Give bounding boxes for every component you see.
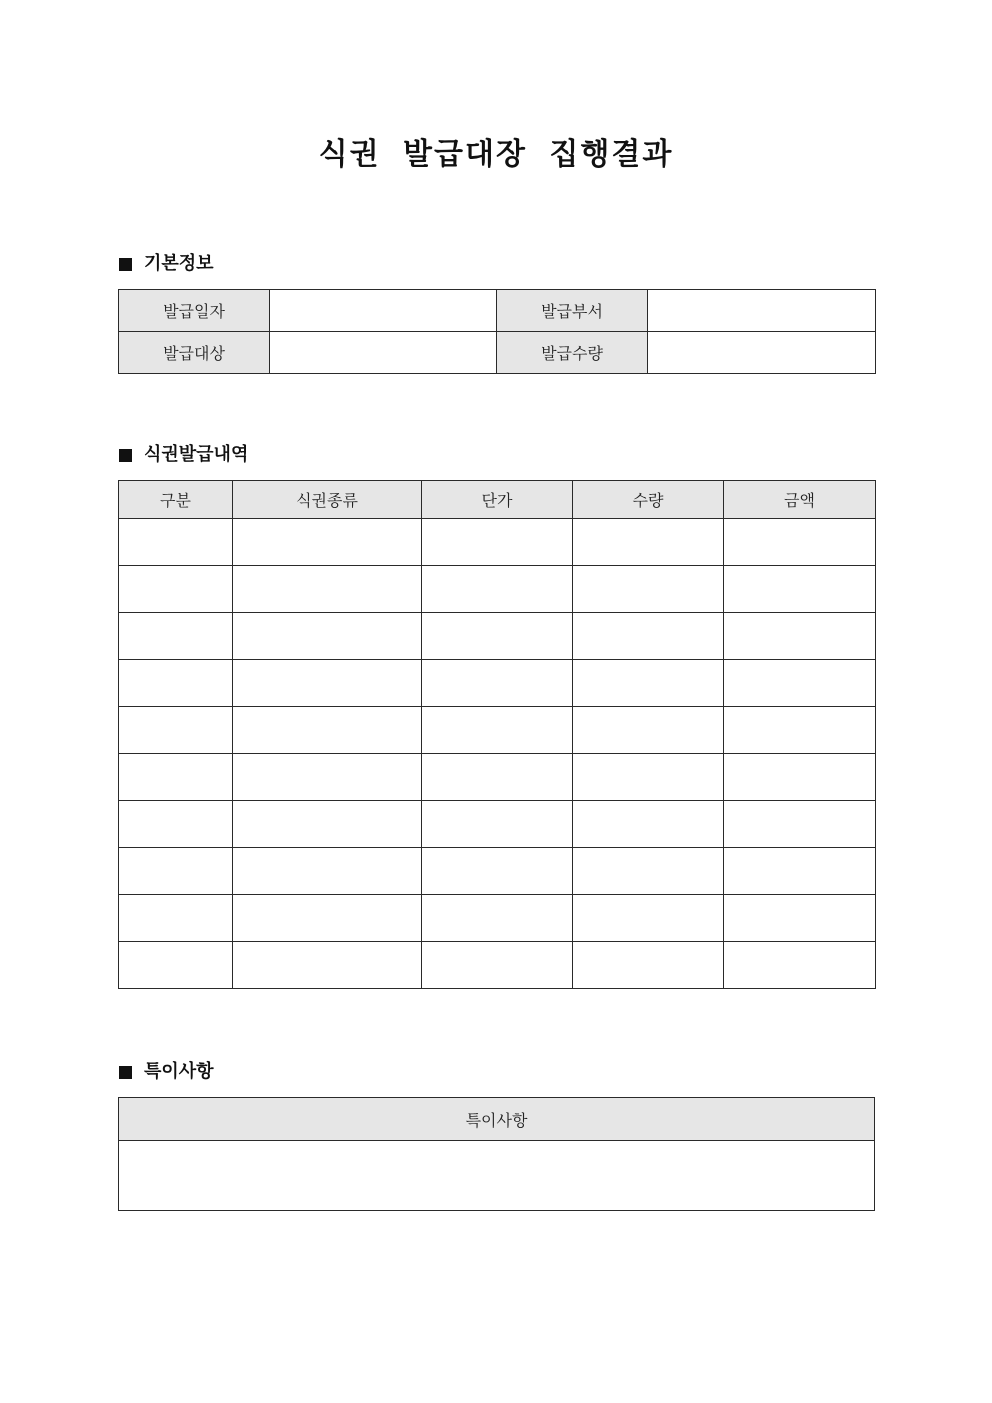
table-header-row [119,481,876,519]
unit-price-cell[interactable] [422,566,573,613]
table-row [119,1141,875,1211]
issue-department-field[interactable] [648,290,876,332]
basic-info-table [118,289,876,374]
amount-cell[interactable] [724,848,876,895]
section-heading-label: 특이사항 [144,1061,214,1082]
quantity-cell[interactable] [573,801,724,848]
column-header-quantity: 수량 [573,481,724,519]
unit-price-cell[interactable] [422,519,573,566]
category-cell[interactable] [119,613,233,660]
table-row [119,332,876,374]
table-row [119,942,876,989]
quantity-cell[interactable] [573,519,724,566]
ticket-type-cell[interactable] [233,707,422,754]
notes-table [118,1097,875,1211]
quantity-cell[interactable] [573,848,724,895]
unit-price-cell[interactable] [422,848,573,895]
issue-date-field[interactable] [270,290,497,332]
bullet-square-icon [119,1066,132,1079]
section-heading-issuance [119,442,248,468]
section-heading-label: 기본정보 [144,253,214,274]
amount-cell[interactable] [724,613,876,660]
category-cell[interactable] [119,942,233,989]
unit-price-cell[interactable] [422,613,573,660]
section-heading-notes [119,1059,214,1085]
table-row [119,895,876,942]
column-header-category: 구분 [119,481,233,519]
amount-cell[interactable] [724,754,876,801]
unit-price-cell[interactable] [422,801,573,848]
amount-cell[interactable] [724,519,876,566]
quantity-cell[interactable] [573,613,724,660]
quantity-cell[interactable] [573,754,724,801]
category-cell[interactable] [119,848,233,895]
ticket-type-cell[interactable] [233,754,422,801]
amount-cell[interactable] [724,942,876,989]
section-heading-label: 식권발급내역 [144,444,249,465]
table-row [119,519,876,566]
table-row [119,566,876,613]
table-row [119,290,876,332]
table-row [119,660,876,707]
amount-cell[interactable] [724,566,876,613]
ticket-type-cell[interactable] [233,895,422,942]
category-cell[interactable] [119,519,233,566]
issue-target-field[interactable] [270,332,497,374]
table-row [119,613,876,660]
label-issue-quantity: 발급수량 [497,332,648,374]
bullet-square-icon [119,449,132,462]
ticket-type-cell[interactable] [233,660,422,707]
quantity-cell[interactable] [573,660,724,707]
ticket-type-cell[interactable] [233,942,422,989]
amount-cell[interactable] [724,707,876,754]
column-header-notes: 특이사항 [119,1098,875,1141]
unit-price-cell[interactable] [422,895,573,942]
page-title: 식권 발급대장 집행결과 [318,137,674,172]
label-issue-department: 발급부서 [497,290,648,332]
table-row [119,707,876,754]
label-issue-target: 발급대상 [119,332,270,374]
category-cell[interactable] [119,707,233,754]
quantity-cell[interactable] [573,707,724,754]
table-row [119,754,876,801]
column-header-ticket-type: 식권종류 [233,481,422,519]
column-header-amount: 금액 [724,481,876,519]
issuance-table-body [119,519,876,989]
ticket-type-cell[interactable] [233,519,422,566]
notes-content-field[interactable] [119,1141,875,1211]
category-cell[interactable] [119,566,233,613]
category-cell[interactable] [119,895,233,942]
category-cell[interactable] [119,754,233,801]
amount-cell[interactable] [724,895,876,942]
section-heading-basic-info [119,251,214,277]
unit-price-cell[interactable] [422,707,573,754]
table-row [119,848,876,895]
quantity-cell[interactable] [573,895,724,942]
issuance-table [118,480,876,989]
ticket-type-cell[interactable] [233,848,422,895]
category-cell[interactable] [119,801,233,848]
unit-price-cell[interactable] [422,942,573,989]
ticket-type-cell[interactable] [233,613,422,660]
unit-price-cell[interactable] [422,660,573,707]
table-header-row [119,1098,875,1141]
category-cell[interactable] [119,660,233,707]
column-header-unit-price: 단가 [422,481,573,519]
issue-quantity-field[interactable] [648,332,876,374]
bullet-square-icon [119,258,132,271]
table-row [119,801,876,848]
amount-cell[interactable] [724,660,876,707]
ticket-type-cell[interactable] [233,801,422,848]
amount-cell[interactable] [724,801,876,848]
label-issue-date: 발급일자 [119,290,270,332]
quantity-cell[interactable] [573,942,724,989]
ticket-type-cell[interactable] [233,566,422,613]
unit-price-cell[interactable] [422,754,573,801]
quantity-cell[interactable] [573,566,724,613]
